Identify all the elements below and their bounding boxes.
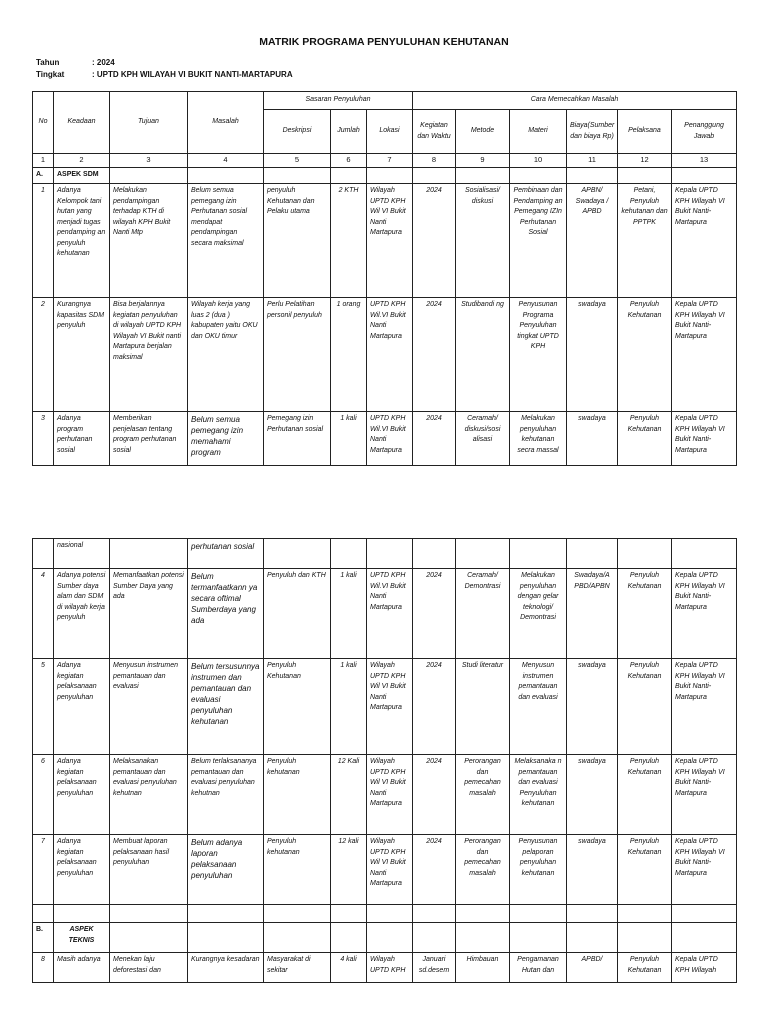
meta-level: Tingkat : UPTD KPH WILAYAH VI BUKIT NANTI-MARTAPURA xyxy=(36,70,293,79)
cell-jumlah: 2 KTH xyxy=(331,184,367,298)
cell-tujuan: Menekan laju deforestasi dan xyxy=(110,953,188,983)
col-number: 4 xyxy=(188,154,264,168)
cell-penanggung-jawab: Kepala UPTD KPH Wilayah VI Bukit Nanti-Martapura xyxy=(672,835,737,905)
col-header-jumlah: Jumlah xyxy=(331,110,367,154)
cell-biaya: swadaya xyxy=(567,835,618,905)
cell-masalah: Belum semua pemegang izin memahami program xyxy=(188,412,264,466)
table-row xyxy=(33,953,737,983)
section-number: A. xyxy=(33,168,54,184)
col-header-lokasi: Lokasi xyxy=(367,110,413,154)
cell-kegiatan: 2024 xyxy=(413,659,456,755)
row-no: 4 xyxy=(33,569,54,659)
cell-materi: Penyusunan Programa Penyuluhan tingkat UPTD KPH xyxy=(510,298,567,412)
cell-pelaksana: Penyuluh Kehutanan xyxy=(618,412,672,466)
table-row xyxy=(33,539,737,569)
col-header-pelaksana: Pelaksana xyxy=(618,110,672,154)
cell-deskripsi: penyuluh Kehutanan dan Pelaku utama xyxy=(264,184,331,298)
section-number: B. xyxy=(33,923,54,953)
cell-lokasi: Wilayah UPTD KPH Wil VI Bukit Nanti Martapura xyxy=(367,755,413,835)
cell-deskripsi: Pemegang izin Perhutanan sosial xyxy=(264,412,331,466)
col-header-biaya: Biaya(Sumber dan biaya Rp) xyxy=(567,110,618,154)
cell-materi: Melakukan penyuluhan dengan gelar teknologi/ Demontrasi xyxy=(510,569,567,659)
cell-deskripsi: Perlu Pelatihan personil penyuluh xyxy=(264,298,331,412)
table-row xyxy=(33,835,737,905)
cell-lokasi: Wilayah UPTD KPH Wil VI Bukit Nanti Martapura xyxy=(367,659,413,755)
col-number: 3 xyxy=(110,154,188,168)
col-header-deskripsi: Deskripsi xyxy=(264,110,331,154)
cell-pelaksana: Penyuluh Kehutanan xyxy=(618,298,672,412)
col-number: 9 xyxy=(456,154,510,168)
cell-masalah: Belum terlaksananya pemantauan dan evaluasi penyuluhan kehutnan xyxy=(188,755,264,835)
col-number: 1 xyxy=(33,154,54,168)
col-number: 13 xyxy=(672,154,737,168)
document-title: MATRIK PROGRAMA PENYULUHAN KEHUTANAN xyxy=(259,36,509,48)
table-row-empty xyxy=(33,905,737,923)
cell-kegiatan: 2024 xyxy=(413,835,456,905)
cell-metode: Ceramah/ diskusi/sosi alisasi xyxy=(456,412,510,466)
col-number: 7 xyxy=(367,154,413,168)
table-row xyxy=(33,298,737,412)
cell-keadaan: Adanya potensi Sumber daya alam dan SDM di wilayah kerja penyuluh xyxy=(54,569,110,659)
cell-materi: Melaksanaka n pemantauan dan evaluasi Penyuluhan kehutanan xyxy=(510,755,567,835)
cell-kegiatan: 2024 xyxy=(413,569,456,659)
cell-penanggung-jawab: Kepala UPTD KPH Wilayah VI Bukit Nanti-Martapura xyxy=(672,569,737,659)
cell-lokasi: UPTD KPH Wil.VI Bukit Nanti Martapura xyxy=(367,412,413,466)
cell-tujuan: Memberikan penjelasan tentang program perhutanan sosial xyxy=(110,412,188,466)
program-matrix-table-page2 xyxy=(32,538,737,983)
cell-materi: Pembinaan dan Pendamping an Pemegang IZIn Perhutanan Sosial xyxy=(510,184,567,298)
table-row xyxy=(33,755,737,835)
cell-jumlah: 1 orang xyxy=(331,298,367,412)
col-number: 10 xyxy=(510,154,567,168)
cell-biaya: APBD/ xyxy=(567,953,618,983)
meta-year: Tahun : 2024 xyxy=(36,58,115,67)
cell-materi: Penyusunan pelaporan penyuluhan kehutanan xyxy=(510,835,567,905)
cell-jumlah: 4 kali xyxy=(331,953,367,983)
col-header-kegiatan: Kegiatan dan Waktu xyxy=(413,110,456,154)
col-number: 12 xyxy=(618,154,672,168)
cell-metode: Perorangan dan pemecahan masalah xyxy=(456,755,510,835)
cell-jumlah: 12 Kali xyxy=(331,755,367,835)
table-row xyxy=(33,412,737,466)
cell-biaya: swadaya xyxy=(567,659,618,755)
cell-materi: Pengamanan Hutan dan xyxy=(510,953,567,983)
table-header-row-1 xyxy=(33,92,737,110)
cell-biaya: swadaya xyxy=(567,755,618,835)
cell-keadaan: Adanya kegiatan pelaksanaan penyuluhan xyxy=(54,659,110,755)
table-row xyxy=(33,184,737,298)
cell-lokasi: Wilayah UPTD KPH xyxy=(367,953,413,983)
cell-tujuan: Memanfaatkan potensi Sumber Daya yang ada xyxy=(110,569,188,659)
col-header-materi: Materi xyxy=(510,110,567,154)
cell-keadaan: Adanya kegiatan pelaksanaan penyuluhan xyxy=(54,835,110,905)
cell-lokasi: UPTD KPH Wil.VI Bukit Nanti Martapura xyxy=(367,298,413,412)
row-no xyxy=(33,539,54,569)
col-number: 2 xyxy=(54,154,110,168)
cell-jumlah: 1 kali xyxy=(331,659,367,755)
cell-deskripsi: Penyuluh kehutanan xyxy=(264,835,331,905)
col-header-keadaan: Keadaan xyxy=(54,92,110,154)
cell-masalah: Belum tersusunnya instrumen dan pemantauan dan evaluasi penyuluhan kehutanan xyxy=(188,659,264,755)
cell-masalah: Belum termanfaatkann ya secara oftimal Sumberdaya yang ada xyxy=(188,569,264,659)
cell-penanggung-jawab: Kepala UPTD KPH Wilayah VI Bukit Nanti-Martapura xyxy=(672,755,737,835)
cell-tujuan xyxy=(110,539,188,569)
cell-keadaan: Kurangnya kapasitas SDM penyuluh xyxy=(54,298,110,412)
section-label: ASPEK SDM xyxy=(54,168,110,184)
section-row-b xyxy=(33,923,737,953)
cell-pelaksana: Penyuluh Kehutanan xyxy=(618,755,672,835)
section-row-a xyxy=(33,168,737,184)
cell-metode: Sosialisasi/ diskusi xyxy=(456,184,510,298)
cell-materi: Melakukan penyuluhan kehutanan secra massal xyxy=(510,412,567,466)
section-label: ASPEK TEKNIS xyxy=(54,923,110,953)
program-matrix-table-page1 xyxy=(32,91,737,466)
cell-penanggung-jawab: Kepala UPTD KPH Wilayah VI Bukit Nanti-Martapura xyxy=(672,659,737,755)
cell-metode: Perorangan dan pemecahan masalah xyxy=(456,835,510,905)
cell-metode: Studi literatur xyxy=(456,659,510,755)
col-header-sasaran: Sasaran Penyuluhan xyxy=(264,92,413,110)
cell-biaya: swadaya xyxy=(567,412,618,466)
row-no: 7 xyxy=(33,835,54,905)
cell-metode: Himbauan xyxy=(456,953,510,983)
row-no: 6 xyxy=(33,755,54,835)
cell-tujuan: Bisa berjalannya kegiatan penyuluhan di wilayah UPTD KPH Wilayah VI Bukit nanti Martapura berjalan maksimal xyxy=(110,298,188,412)
cell-biaya: swadaya xyxy=(567,298,618,412)
cell-deskripsi: Penyuluh kehutanan xyxy=(264,755,331,835)
cell-penanggung-jawab: Kepala UPTD KPH Wilayah VI Bukit Nanti-Martapura xyxy=(672,412,737,466)
cell-masalah: Wilayah kerja yang luas 2 (dua ) kabupaten yaitu OKU dan OKU timur xyxy=(188,298,264,412)
cell-materi: Menyusun instrumen pemantauan dan evaluasi xyxy=(510,659,567,755)
cell-deskripsi: Masyarakat di sekitar xyxy=(264,953,331,983)
col-header-masalah: Masalah xyxy=(188,92,264,154)
cell-lokasi: UPTD KPH Wil.VI Bukit Nanti Martapura xyxy=(367,569,413,659)
cell-tujuan: Membuat laporan pelaksanaan hasil penyuluhan xyxy=(110,835,188,905)
col-number: 5 xyxy=(264,154,331,168)
cell-biaya: Swadaya/A PBD/APBN xyxy=(567,569,618,659)
cell-jumlah: 12 kali xyxy=(331,835,367,905)
row-no: 8 xyxy=(33,953,54,983)
cell-penanggung-jawab: Kepala UPTD KPH Wilayah VI Bukit Nanti-Martapura xyxy=(672,298,737,412)
col-number: 11 xyxy=(567,154,618,168)
cell-masalah: Belum semua pemegang izin Perhutanan sosial mendapat pendampingan secara maksimal xyxy=(188,184,264,298)
cell-masalah: Kurangnya kesadaran xyxy=(188,953,264,983)
cell-keadaan: Adanya program perhutanan sosial xyxy=(54,412,110,466)
cell-masalah: perhutanan sosial xyxy=(188,539,264,569)
col-number: 8 xyxy=(413,154,456,168)
cell-biaya: APBN/ Swadaya / APBD xyxy=(567,184,618,298)
row-no: 3 xyxy=(33,412,54,466)
cell-tujuan: Melakukan pendampingan terhadap KTH di wilayah KPH Bukit Nanti Mtp xyxy=(110,184,188,298)
cell-pelaksana: Penyuluh Kehutanan xyxy=(618,953,672,983)
cell-kegiatan: Januari sd.desem xyxy=(413,953,456,983)
column-number-row xyxy=(33,154,737,168)
col-header-cara: Cara Memecahkan Masalah xyxy=(413,92,737,110)
table-row xyxy=(33,569,737,659)
cell-pelaksana: Penyuluh Kehutanan xyxy=(618,569,672,659)
col-header-penanggung: Penanggung Jawab xyxy=(672,110,737,154)
cell-metode: Studibandi ng xyxy=(456,298,510,412)
cell-penanggung-jawab: Kepala UPTD KPH Wilayah VI Bukit Nanti-Martapura xyxy=(672,184,737,298)
col-header-metode: Metode xyxy=(456,110,510,154)
cell-kegiatan: 2024 xyxy=(413,412,456,466)
cell-kegiatan: 2024 xyxy=(413,184,456,298)
cell-keadaan: nasional xyxy=(54,539,110,569)
cell-pelaksana: Penyuluh Kehutanan xyxy=(618,659,672,755)
cell-keadaan: Adanya Kelompok tani hutan yang menjadi tugas pendamping an penyuluh kehutanan xyxy=(54,184,110,298)
cell-keadaan: Masih adanya xyxy=(54,953,110,983)
col-header-tujuan: Tujuan xyxy=(110,92,188,154)
col-header-no: No xyxy=(33,92,54,154)
row-no: 2 xyxy=(33,298,54,412)
cell-pelaksana: Penyuluh Kehutanan xyxy=(618,835,672,905)
cell-deskripsi: Penyuluh Kehutanan xyxy=(264,659,331,755)
cell-tujuan: Menyusun instrumen pemantauan dan evaluasi xyxy=(110,659,188,755)
cell-lokasi: Wilayah UPTD KPH Wil VI Bukit Nanti Martapura xyxy=(367,835,413,905)
cell-kegiatan: 2024 xyxy=(413,298,456,412)
cell-kegiatan: 2024 xyxy=(413,755,456,835)
cell-masalah: Belum adanya laporan pelaksanaan penyuluhan xyxy=(188,835,264,905)
cell-jumlah: 1 kali xyxy=(331,412,367,466)
cell-tujuan: Melaksanakan pemantauan dan evaluasi penyuluhan kehutnan xyxy=(110,755,188,835)
table-row xyxy=(33,659,737,755)
cell-jumlah: 1 kali xyxy=(331,569,367,659)
cell-lokasi: Wilayah UPTD KPH Wil VI Bukit Nanti Martapura xyxy=(367,184,413,298)
cell-deskripsi: Penyuluh dan KTH xyxy=(264,569,331,659)
cell-keadaan: Adanya kegiatan pelaksanaan penyuluhan xyxy=(54,755,110,835)
cell-pelaksana: Petani, Penyuluh kehutanan dan PPTPK xyxy=(618,184,672,298)
cell-metode: Ceramah/ Demontrasi xyxy=(456,569,510,659)
row-no: 5 xyxy=(33,659,54,755)
row-no: 1 xyxy=(33,184,54,298)
col-number: 6 xyxy=(331,154,367,168)
cell-penanggung-jawab: Kepala UPTD KPH Wilayah xyxy=(672,953,737,983)
